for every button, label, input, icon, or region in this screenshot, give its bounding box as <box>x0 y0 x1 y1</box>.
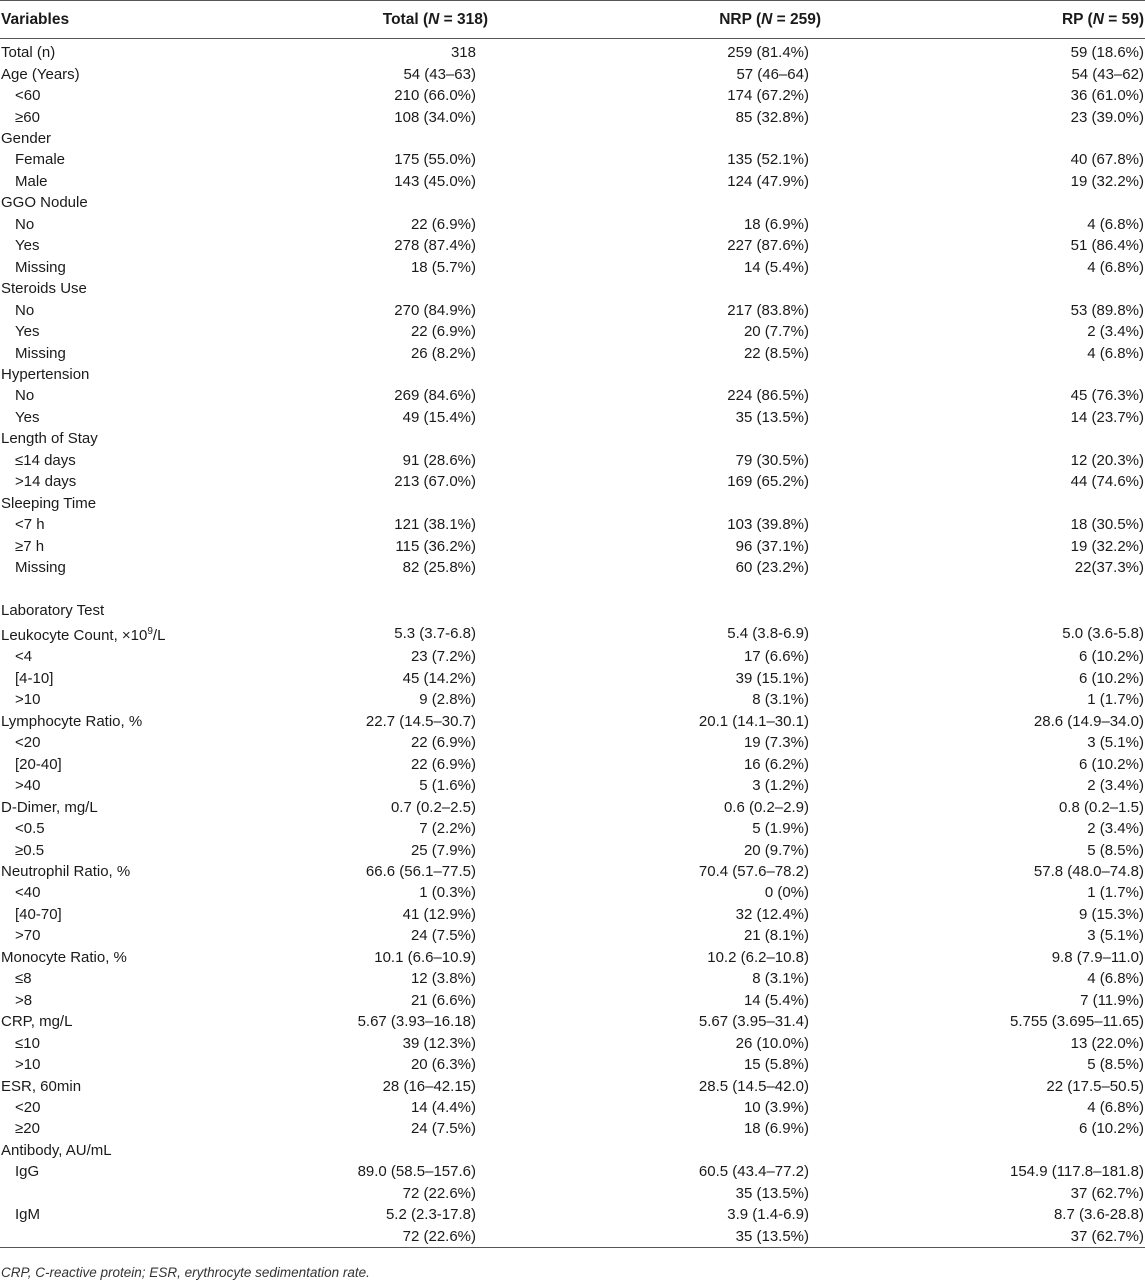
nrp-cell: 32 (12.4%) <box>735 905 809 923</box>
row-sublabel: <20 <box>15 734 41 752</box>
nrp-cell: 20 (7.7%) <box>743 323 809 341</box>
rp-cell <box>937 192 1145 213</box>
total-cell: 5.67 (3.93–16.18) <box>357 1013 476 1031</box>
rp-cell <box>937 128 1145 149</box>
row-sublabel: <20 <box>15 1098 41 1116</box>
nrp-cell <box>618 600 937 621</box>
nrp-cell: 3 (1.2%) <box>752 777 809 795</box>
header-variables: Variables <box>0 1 258 39</box>
total-cell: 121 (38.1%) <box>394 516 476 534</box>
row-sublabel: <4 <box>15 648 33 666</box>
nrp-cell: 5.67 (3.95–31.4) <box>698 1013 809 1031</box>
nrp-cell: 60.5 (43.4–77.2) <box>698 1163 809 1181</box>
total-cell: 108 (34.0%) <box>394 108 476 126</box>
nrp-cell: 135 (52.1%) <box>727 151 809 169</box>
total-cell: 14 (4.4%) <box>410 1098 476 1116</box>
rp-cell: 19 (32.2%) <box>1070 537 1144 555</box>
rp-cell: 4 (6.8%) <box>1087 970 1144 988</box>
row-label: Antibody, AU/mL <box>1 1141 112 1159</box>
total-cell <box>258 428 618 449</box>
table-row <box>0 1225 1145 1247</box>
table-row <box>0 342 1145 363</box>
row-label: Laboratory Test <box>1 602 105 619</box>
rp-cell: 2 (3.4%) <box>1087 323 1144 341</box>
nrp-cell: 10 (3.9%) <box>743 1098 809 1116</box>
row-sublabel: ≤10 <box>15 1034 40 1052</box>
table-row <box>0 1204 1145 1225</box>
nrp-cell: 10.2 (6.2–10.8) <box>707 948 809 966</box>
table-row <box>0 621 1145 646</box>
nrp-cell: 14 (5.4%) <box>743 991 809 1009</box>
rp-cell: 37 (62.7%) <box>937 1225 1145 1247</box>
row-label: D-Dimer, mg/L <box>1 798 98 816</box>
row-label: ESR, 60min <box>1 1077 82 1095</box>
nrp-cell: 20.1 (14.1–30.1) <box>698 712 809 730</box>
nrp-cell: 19 (7.3%) <box>743 734 809 752</box>
nrp-cell: 35 (13.5%) <box>618 1225 937 1247</box>
table-row <box>0 754 1145 775</box>
rp-cell: 154.9 (117.8–181.8) <box>1010 1163 1144 1181</box>
nrp-cell: 18 (6.9%) <box>743 215 809 233</box>
total-cell: 213 (67.0%) <box>394 473 476 491</box>
table-row <box>0 385 1145 406</box>
rp-cell: 59 (18.6%) <box>1070 44 1144 62</box>
table-row <box>0 514 1145 535</box>
table-row <box>0 861 1145 882</box>
total-cell <box>258 364 618 385</box>
total-cell: 5 (1.6%) <box>419 777 476 795</box>
total-cell: 0.7 (0.2–2.5) <box>390 798 476 816</box>
rp-cell: 6 (10.2%) <box>1078 648 1144 666</box>
rp-cell: 6 (10.2%) <box>1078 1120 1144 1138</box>
nrp-cell: 39 (15.1%) <box>735 669 809 687</box>
table-row <box>0 1032 1145 1053</box>
total-cell: 115 (36.2%) <box>395 537 476 555</box>
nrp-cell <box>618 428 937 449</box>
rp-cell: 2 (3.4%) <box>1087 820 1144 838</box>
nrp-cell: 8 (3.1%) <box>752 691 809 709</box>
row-sublabel: Yes <box>15 408 40 426</box>
nrp-cell: 227 (87.6%) <box>727 237 809 255</box>
nrp-cell: 174 (67.2%) <box>727 87 809 105</box>
row-sublabel: ≥7 h <box>15 537 45 555</box>
table-row <box>0 106 1145 127</box>
rp-cell: 22(37.3%) <box>1074 559 1144 577</box>
rp-cell: 4 (6.8%) <box>1087 215 1144 233</box>
rp-cell: 1 (1.7%) <box>1087 884 1144 902</box>
row-label: Lymphocyte Ratio, % <box>1 712 143 730</box>
table-row <box>0 257 1145 278</box>
row-label: Total (n) <box>1 44 56 62</box>
rp-cell: 22 (17.5–50.5) <box>1046 1077 1144 1095</box>
row-sublabel: ≤14 days <box>15 451 76 469</box>
table-row <box>0 989 1145 1010</box>
rp-cell: 8.7 (3.6-28.8) <box>1053 1206 1144 1224</box>
rp-cell: 37 (62.7%) <box>1070 1184 1144 1202</box>
row-sublabel: Yes <box>15 323 40 341</box>
nrp-cell: 22 (8.5%) <box>743 344 809 362</box>
rp-cell: 5 (8.5%) <box>1087 841 1144 859</box>
rp-cell: 44 (74.6%) <box>1070 473 1144 491</box>
total-cell: 39 (12.3%) <box>402 1034 476 1052</box>
row-sublabel: IgM <box>15 1206 41 1224</box>
nrp-cell: 70.4 (57.6–78.2) <box>698 862 809 880</box>
total-cell: 49 (15.4%) <box>402 408 476 426</box>
total-cell: 25 (7.9%) <box>410 841 476 859</box>
table-footnote: CRP, C-reactive protein; ESR, erythrocyte sedimentation rate. <box>1 1265 370 1280</box>
row-sublabel: Male <box>15 172 48 190</box>
row-sublabel: >70 <box>15 927 41 945</box>
nrp-cell: 60 (23.2%) <box>735 559 809 577</box>
table-row <box>0 668 1145 689</box>
nrp-cell: 5 (1.9%) <box>752 820 809 838</box>
rp-cell: 4 (6.8%) <box>1087 1098 1144 1116</box>
nrp-cell: 96 (37.1%) <box>735 537 809 555</box>
nrp-cell <box>618 1140 937 1161</box>
total-cell: 9 (2.8%) <box>419 691 476 709</box>
rp-cell: 13 (22.0%) <box>1070 1034 1144 1052</box>
nrp-cell: 217 (83.8%) <box>727 301 809 319</box>
header-nrp: NRP (N = 259) <box>618 1 937 39</box>
table-row <box>0 689 1145 710</box>
rp-cell <box>937 428 1145 449</box>
nrp-cell: 57 (46–64) <box>736 65 809 83</box>
total-cell: 143 (45.0%) <box>394 172 476 190</box>
table-row <box>0 407 1145 428</box>
total-cell: 269 (84.6%) <box>394 387 476 405</box>
nrp-cell: 259 (81.4%) <box>727 44 809 62</box>
total-cell: 28 (16–42.15) <box>382 1077 476 1095</box>
rp-cell <box>937 578 1145 599</box>
nrp-cell: 0.6 (0.2–2.9) <box>723 798 809 816</box>
table-row <box>0 1075 1145 1096</box>
table-row <box>0 85 1145 106</box>
table-row <box>0 278 1145 299</box>
total-cell: 5.3 (3.7-6.8) <box>394 625 476 643</box>
nrp-cell: 21 (8.1%) <box>743 927 809 945</box>
total-cell <box>258 578 618 599</box>
rp-cell: 4 (6.8%) <box>1087 258 1144 276</box>
total-cell: 1 (0.3%) <box>419 884 476 902</box>
table-row <box>0 1054 1145 1075</box>
table-row <box>0 39 1145 64</box>
row-sublabel: >40 <box>15 777 41 795</box>
table-row <box>0 149 1145 170</box>
row-label: Sleeping Time <box>1 494 97 512</box>
row-label: Age (Years) <box>1 65 80 83</box>
row-sublabel: No <box>15 301 35 319</box>
row-sublabel: Yes <box>15 237 40 255</box>
nrp-cell: 124 (47.9%) <box>727 172 809 190</box>
total-cell: 278 (87.4%) <box>394 237 476 255</box>
table-row <box>0 796 1145 817</box>
row-sublabel: ≥60 <box>15 108 40 126</box>
rp-cell: 5.755 (3.695–11.65) <box>1010 1013 1144 1031</box>
nrp-cell: 15 (5.8%) <box>743 1056 809 1074</box>
nrp-cell: 26 (10.0%) <box>735 1034 809 1052</box>
table-body <box>0 39 1145 1248</box>
row-sublabel: ≥0.5 <box>15 841 45 859</box>
row-label: Leukocyte Count, $\times 10^9/L$ <box>1 626 166 645</box>
row-label: Gender <box>1 130 52 148</box>
rp-cell: 57.8 (48.0–74.8) <box>1033 862 1144 880</box>
rp-cell: 2 (3.4%) <box>1087 777 1144 795</box>
total-cell: 18 (5.7%) <box>410 258 476 276</box>
rp-cell: 1 (1.7%) <box>1087 691 1144 709</box>
table-row <box>0 450 1145 471</box>
total-cell: 24 (7.5%) <box>410 927 476 945</box>
row-label: Steroids Use <box>1 280 87 298</box>
total-cell: 318 <box>450 44 476 62</box>
rp-cell: 7 (11.9%) <box>1080 991 1144 1009</box>
nrp-cell: 103 (39.8%) <box>727 516 809 534</box>
table-row <box>0 1118 1145 1139</box>
table-row <box>0 818 1145 839</box>
row-label: CRP, mg/L <box>1 1013 73 1031</box>
rp-cell: 28.6 (14.9–34.0) <box>1033 712 1144 730</box>
nrp-cell <box>618 364 937 385</box>
row-label: Monocyte Ratio, % <box>1 948 127 966</box>
total-cell: 89.0 (58.5–157.6) <box>357 1163 476 1181</box>
table-row <box>0 171 1145 192</box>
table-row <box>0 775 1145 796</box>
total-cell: 10.1 (6.6–10.9) <box>374 948 476 966</box>
table-row <box>0 557 1145 578</box>
rp-cell: 0.8 (0.2–1.5) <box>1058 798 1144 816</box>
total-cell: 22.7 (14.5–30.7) <box>365 712 476 730</box>
table-row <box>0 1011 1145 1032</box>
table-row <box>0 732 1145 753</box>
row-label: Neutrophil Ratio, % <box>1 862 131 880</box>
table-row <box>0 1140 1145 1161</box>
row-sublabel: [20-40] <box>15 755 62 773</box>
table-row <box>0 63 1145 84</box>
table-row <box>0 1183 1145 1204</box>
row-sublabel: Missing <box>15 344 66 362</box>
total-cell: 22 (6.9%) <box>410 323 476 341</box>
total-cell: 41 (12.9%) <box>402 905 476 923</box>
rp-cell: 12 (20.3%) <box>1070 451 1144 469</box>
nrp-cell: 18 (6.9%) <box>743 1120 809 1138</box>
total-cell: 66.6 (56.1–77.5) <box>365 862 476 880</box>
rp-cell: 19 (32.2%) <box>1070 172 1144 190</box>
rp-cell: 54 (43–62) <box>1071 65 1144 83</box>
header-rp: RP (N = 59) <box>937 1 1145 39</box>
total-cell: 270 (84.9%) <box>394 301 476 319</box>
nrp-cell <box>618 278 937 299</box>
nrp-cell: 0 (0%) <box>764 884 809 902</box>
total-cell: 12 (3.8%) <box>410 970 476 988</box>
rp-cell: 18 (30.5%) <box>1070 516 1144 534</box>
row-sublabel: <7 h <box>15 516 45 534</box>
rp-cell: 3 (5.1%) <box>1087 927 1144 945</box>
nrp-cell: 169 (65.2%) <box>727 473 809 491</box>
total-cell <box>258 128 618 149</box>
nrp-cell: 14 (5.4%) <box>743 258 809 276</box>
table-row <box>0 646 1145 667</box>
row-label: Hypertension <box>1 366 90 384</box>
table-row <box>0 968 1145 989</box>
total-cell: 45 (14.2%) <box>402 669 476 687</box>
rp-cell <box>937 364 1145 385</box>
total-cell: 22 (6.9%) <box>410 755 476 773</box>
row-sublabel: ≤8 <box>15 970 32 988</box>
row-sublabel: <60 <box>15 87 41 105</box>
rp-cell <box>937 600 1145 621</box>
total-cell: 22 (6.9%) <box>410 215 476 233</box>
rp-cell: 4 (6.8%) <box>1087 344 1144 362</box>
table-row <box>0 839 1145 860</box>
total-cell <box>258 600 618 621</box>
row-sublabel <box>0 1225 258 1247</box>
total-cell <box>258 493 618 514</box>
total-cell: 23 (7.2%) <box>410 648 476 666</box>
rp-cell: 36 (61.0%) <box>1070 87 1144 105</box>
table-row <box>0 1097 1145 1118</box>
table-row <box>0 214 1145 235</box>
nrp-cell: 3.9 (1.4-6.9) <box>727 1206 809 1224</box>
rp-cell: 51 (86.4%) <box>1070 237 1144 255</box>
total-cell <box>258 278 618 299</box>
rp-cell <box>937 278 1145 299</box>
table-row <box>0 128 1145 149</box>
rp-cell: 3 (5.1%) <box>1087 734 1144 752</box>
nrp-cell: 85 (32.8%) <box>735 108 809 126</box>
nrp-cell: 224 (86.5%) <box>727 387 809 405</box>
nrp-cell <box>618 578 937 599</box>
rp-cell: 40 (67.8%) <box>1070 151 1144 169</box>
rp-cell: 5 (8.5%) <box>1087 1056 1144 1074</box>
table-row <box>0 364 1145 385</box>
table-row <box>0 882 1145 903</box>
row-sublabel: <0.5 <box>15 820 45 838</box>
total-cell: 72 (22.6%) <box>258 1225 618 1247</box>
table-row <box>0 904 1145 925</box>
table-row <box>0 1161 1145 1182</box>
total-cell: 72 (22.6%) <box>402 1184 476 1202</box>
table-row <box>0 299 1145 320</box>
nrp-cell: 17 (6.6%) <box>743 648 809 666</box>
table-row <box>0 600 1145 621</box>
rp-cell: 5.0 (3.6-5.8) <box>1062 625 1144 643</box>
rp-cell <box>937 493 1145 514</box>
total-cell: 91 (28.6%) <box>402 451 476 469</box>
total-cell: 5.2 (2.3-17.8) <box>385 1206 476 1224</box>
row-sublabel: >8 <box>15 991 33 1009</box>
total-cell: 175 (55.0%) <box>394 151 476 169</box>
rp-cell: 23 (39.0%) <box>1070 108 1144 126</box>
total-cell: 7 (2.2%) <box>419 820 476 838</box>
nrp-cell <box>618 128 937 149</box>
table-row <box>0 235 1145 256</box>
total-cell: 210 (66.0%) <box>394 87 476 105</box>
nrp-cell: 16 (6.2%) <box>743 755 809 773</box>
rp-cell <box>937 1140 1145 1161</box>
nrp-cell: 8 (3.1%) <box>752 970 809 988</box>
table-row <box>0 535 1145 556</box>
nrp-cell: 35 (13.5%) <box>735 408 809 426</box>
row-sublabel: >10 <box>15 1056 41 1074</box>
row-sublabel: <40 <box>15 884 41 902</box>
row-sublabel: Missing <box>15 559 66 577</box>
table-header <box>0 1 1145 39</box>
table-row <box>0 578 1145 599</box>
total-cell: 54 (43–63) <box>403 65 476 83</box>
total-cell: 24 (7.5%) <box>410 1120 476 1138</box>
row-label: Length of Stay <box>1 430 98 448</box>
total-cell: 22 (6.9%) <box>410 734 476 752</box>
nrp-cell <box>618 192 937 213</box>
row-sublabel: >10 <box>15 691 41 709</box>
nrp-cell <box>618 493 937 514</box>
table-row <box>0 321 1145 342</box>
table-row <box>0 947 1145 968</box>
rp-cell: 45 (76.3%) <box>1070 387 1144 405</box>
table-row <box>0 493 1145 514</box>
nrp-cell: 5.4 (3.8-6.9) <box>727 625 809 643</box>
row-sublabel: IgG <box>15 1163 40 1181</box>
row-sublabel: [40-70] <box>15 905 62 923</box>
total-cell: 82 (25.8%) <box>402 559 476 577</box>
total-cell: 21 (6.6%) <box>410 991 476 1009</box>
rp-cell: 6 (10.2%) <box>1078 755 1144 773</box>
row-sublabel <box>0 1183 258 1204</box>
rp-cell: 53 (89.8%) <box>1070 301 1144 319</box>
rp-cell: 14 (23.7%) <box>1070 408 1144 426</box>
table-row <box>0 471 1145 492</box>
total-cell <box>258 192 618 213</box>
nrp-cell: 20 (9.7%) <box>743 841 809 859</box>
nrp-cell: 35 (13.5%) <box>735 1184 809 1202</box>
table-row <box>0 428 1145 449</box>
table-row <box>0 711 1145 732</box>
row-label <box>0 578 258 599</box>
nrp-cell: 28.5 (14.5–42.0) <box>698 1077 809 1095</box>
row-sublabel: ≥20 <box>15 1120 40 1138</box>
rp-cell: 6 (10.2%) <box>1078 669 1144 687</box>
row-sublabel: >14 days <box>15 473 77 491</box>
row-label: GGO Nodule <box>1 194 88 212</box>
table-row <box>0 192 1145 213</box>
rp-cell: 9.8 (7.9–11.0) <box>1051 948 1144 966</box>
table-row <box>0 925 1145 946</box>
row-sublabel: No <box>15 215 35 233</box>
row-sublabel: No <box>15 387 35 405</box>
nrp-cell: 79 (30.5%) <box>735 451 809 469</box>
rp-cell: 9 (15.3%) <box>1078 905 1144 923</box>
header-total: Total (N = 318) <box>258 1 618 39</box>
total-cell: 26 (8.2%) <box>410 344 476 362</box>
row-sublabel: Missing <box>15 258 66 276</box>
row-sublabel: Female <box>15 151 66 169</box>
total-cell: 20 (6.3%) <box>410 1056 476 1074</box>
total-cell <box>258 1140 618 1161</box>
row-sublabel: [4-10] <box>15 669 54 687</box>
